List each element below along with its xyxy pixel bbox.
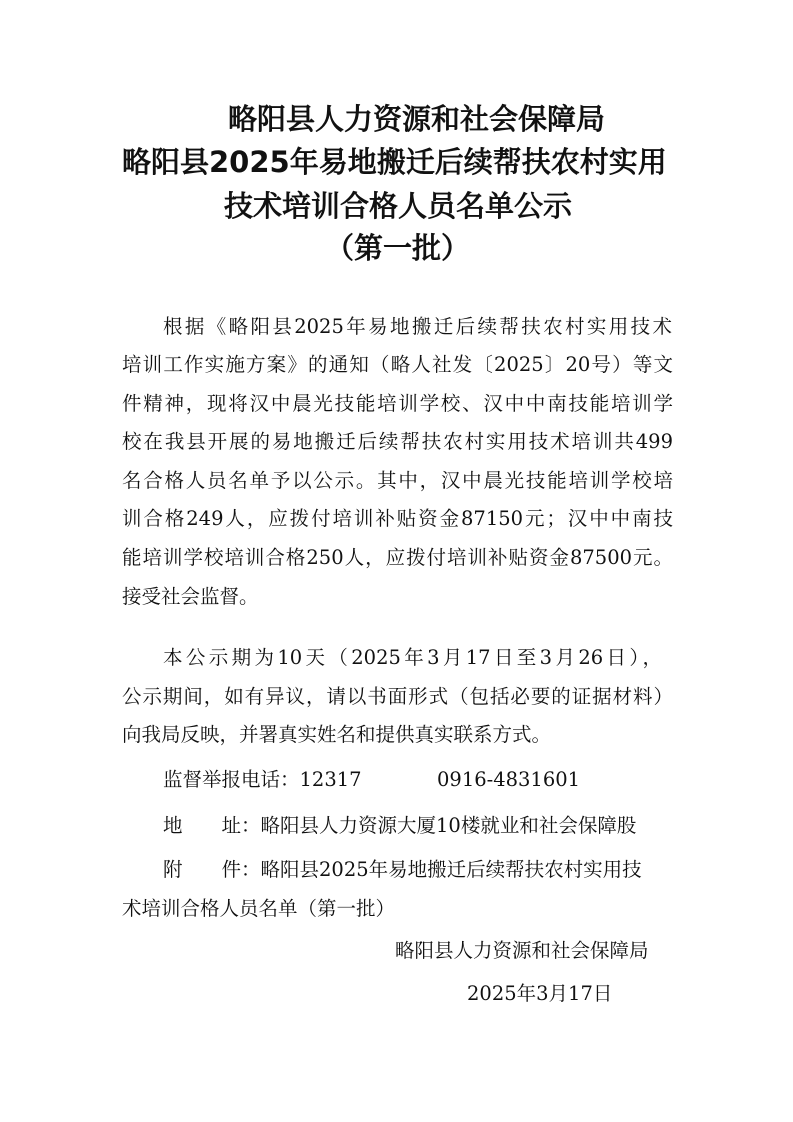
address-row [163,812,636,840]
paragraph-2-line-1: 本公示期为10天（2025年3月17日至3月26日）， [163,646,662,669]
paragraph-1-line-5: 名合格人员名单予以公示。其中，汉中晨光技能培训学校培 [122,469,673,492]
page-title-line-3: 技术培训合格人员名单公示 [224,189,573,223]
page-title-line-4: （第一批） [325,231,471,265]
paragraph-1-line-7: 能培训学校培训合格250人，应拨付培训补贴资金87500元。 [122,546,673,569]
signature-org: 略阳县人力资源和社会保障局 [395,939,649,962]
paragraph-1-line-4: 校在我县开展的易地搬迁后续帮扶农村实用技术培训共499 [122,430,673,453]
paragraph-2-line-2: 公示期间，如有异议，请以书面形式（包括必要的证据材料） [122,685,673,708]
paragraph-1-line-3: 件精神，现将汉中晨光技能培训学校、汉中中南技能培训学 [122,392,673,415]
paragraph-1-line-2: 培训工作实施方案》的通知（略人社发〔2025〕20号）等文 [122,353,673,376]
attachment-row [163,856,642,884]
hotline-row [163,766,362,794]
address-label: 地 址： [163,814,261,837]
page-title-line-1: 略阳县人力资源和社会保障局 [228,102,606,136]
attachment-value: 略阳县2025年易地搬迁后续帮扶农村实用技 [260,858,642,881]
hotline-number-1: 12317 [299,768,362,791]
page-title-line-2: 略阳县2025年易地搬迁后续帮扶农村实用 [122,145,667,179]
attachment-label: 附 件： [163,858,261,881]
paragraph-1-line-8: 接受社会监督。 [122,585,259,608]
hotline-label: 监督举报电话： [163,768,300,791]
attachment-continuation: 术培训合格人员名单（第一批） [122,897,396,920]
paragraph-1-line-6: 训合格249人，应拨付培训补贴资金87150元；汉中中南技 [122,507,673,530]
paragraph-1-line-1: 根据《略阳县2025年易地搬迁后续帮扶农村实用技术 [163,315,672,338]
hotline-number-2: 0916-4831601 [437,768,581,791]
paragraph-2-line-3: 向我局反映，并署真实姓名和提供真实联系方式。 [122,723,552,746]
address-value: 略阳县人力资源大厦10楼就业和社会保障股 [260,814,637,837]
signature-date: 2025年3月17日 [467,982,613,1005]
